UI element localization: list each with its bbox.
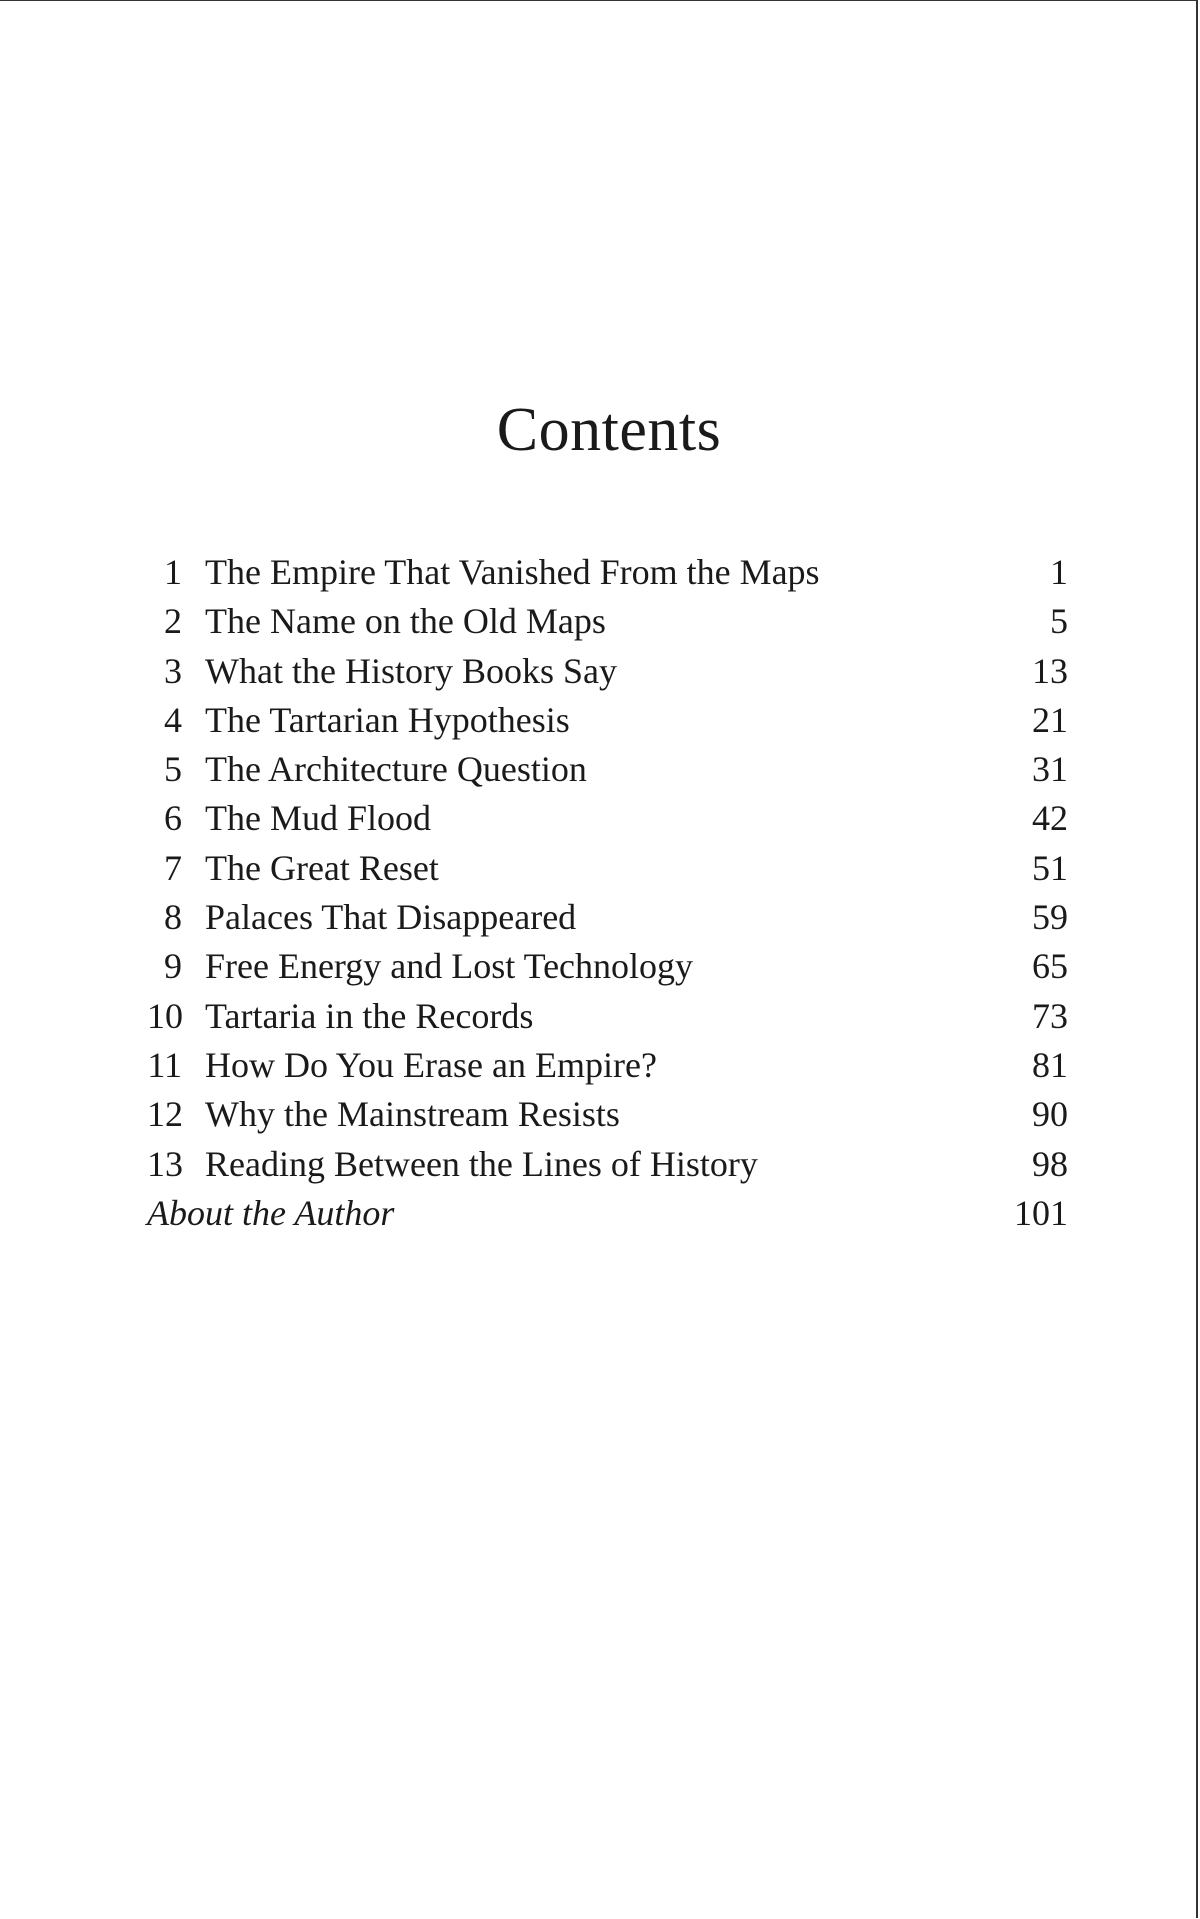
chapter-number: 11 — [147, 1044, 182, 1085]
page-number: 5 — [1050, 601, 1068, 642]
page-number: 42 — [1032, 798, 1068, 839]
toc-entry[interactable] — [147, 745, 1068, 794]
page-number: 31 — [1032, 749, 1068, 790]
toc-entry[interactable] — [147, 1090, 1068, 1139]
chapter-number: 4 — [164, 699, 182, 740]
toc-entry[interactable] — [147, 844, 1068, 893]
chapter-number: 6 — [164, 798, 182, 839]
chapter-number: 13 — [147, 1143, 183, 1184]
chapter-title: The Mud Flood — [205, 798, 432, 839]
chapter-number: 12 — [147, 1094, 183, 1135]
table-of-contents — [147, 548, 1068, 1238]
chapter-number: 5 — [164, 749, 182, 790]
toc-entry[interactable] — [147, 1041, 1068, 1090]
chapter-number: 10 — [147, 995, 183, 1036]
chapter-number: 3 — [164, 650, 182, 691]
toc-entry[interactable] — [147, 696, 1068, 745]
chapter-number: 1 — [164, 552, 182, 592]
toc-entry[interactable] — [147, 1140, 1068, 1189]
toc-entry[interactable] — [147, 548, 1068, 597]
chapter-title: Palaces That Disappeared — [205, 897, 577, 938]
chapter-title: The Great Reset — [205, 847, 439, 888]
chapter-title: The Architecture Question — [205, 749, 587, 790]
toc-entry[interactable] — [147, 942, 1068, 991]
page-number: 13 — [1032, 650, 1068, 691]
chapter-title: Reading Between the Lines of History — [205, 1143, 758, 1184]
chapter-title: How Do You Erase an Empire? — [205, 1044, 657, 1085]
page-number: 101 — [1014, 1192, 1068, 1233]
toc-entry[interactable] — [147, 597, 1068, 646]
chapter-number: 2 — [164, 601, 182, 642]
page-number: 65 — [1032, 946, 1068, 987]
page-number: 90 — [1032, 1094, 1068, 1135]
toc-entry-about-author[interactable] — [147, 1189, 1068, 1238]
chapter-title: Tartaria in the Records — [205, 995, 534, 1036]
chapter-number: 9 — [164, 946, 182, 987]
chapter-title: The Name on the Old Maps — [205, 601, 606, 642]
page-number: 21 — [1032, 699, 1068, 740]
chapter-title: The Tartarian Hypothesis — [205, 699, 570, 740]
page-number: 59 — [1032, 897, 1068, 938]
page-number: 73 — [1032, 995, 1068, 1036]
page-title: Contents — [496, 396, 722, 464]
toc-entry[interactable] — [147, 647, 1068, 696]
page-number: 51 — [1032, 847, 1068, 888]
backmatter-title: About the Author — [147, 1192, 395, 1233]
chapter-title: The Empire That Vanished From the Maps — [205, 552, 820, 592]
chapter-title: What the History Books Say — [205, 650, 617, 691]
chapter-title: Why the Mainstream Resists — [205, 1094, 620, 1135]
chapter-title: Free Energy and Lost Technology — [205, 946, 694, 987]
chapter-number: 8 — [164, 897, 182, 938]
chapter-number: 7 — [164, 847, 182, 888]
page-number: 98 — [1032, 1143, 1068, 1184]
page-number: 81 — [1032, 1044, 1068, 1085]
page-number: 1 — [1050, 552, 1068, 592]
toc-entry[interactable] — [147, 794, 1068, 843]
toc-entry[interactable] — [147, 992, 1068, 1041]
toc-entry[interactable] — [147, 893, 1068, 942]
